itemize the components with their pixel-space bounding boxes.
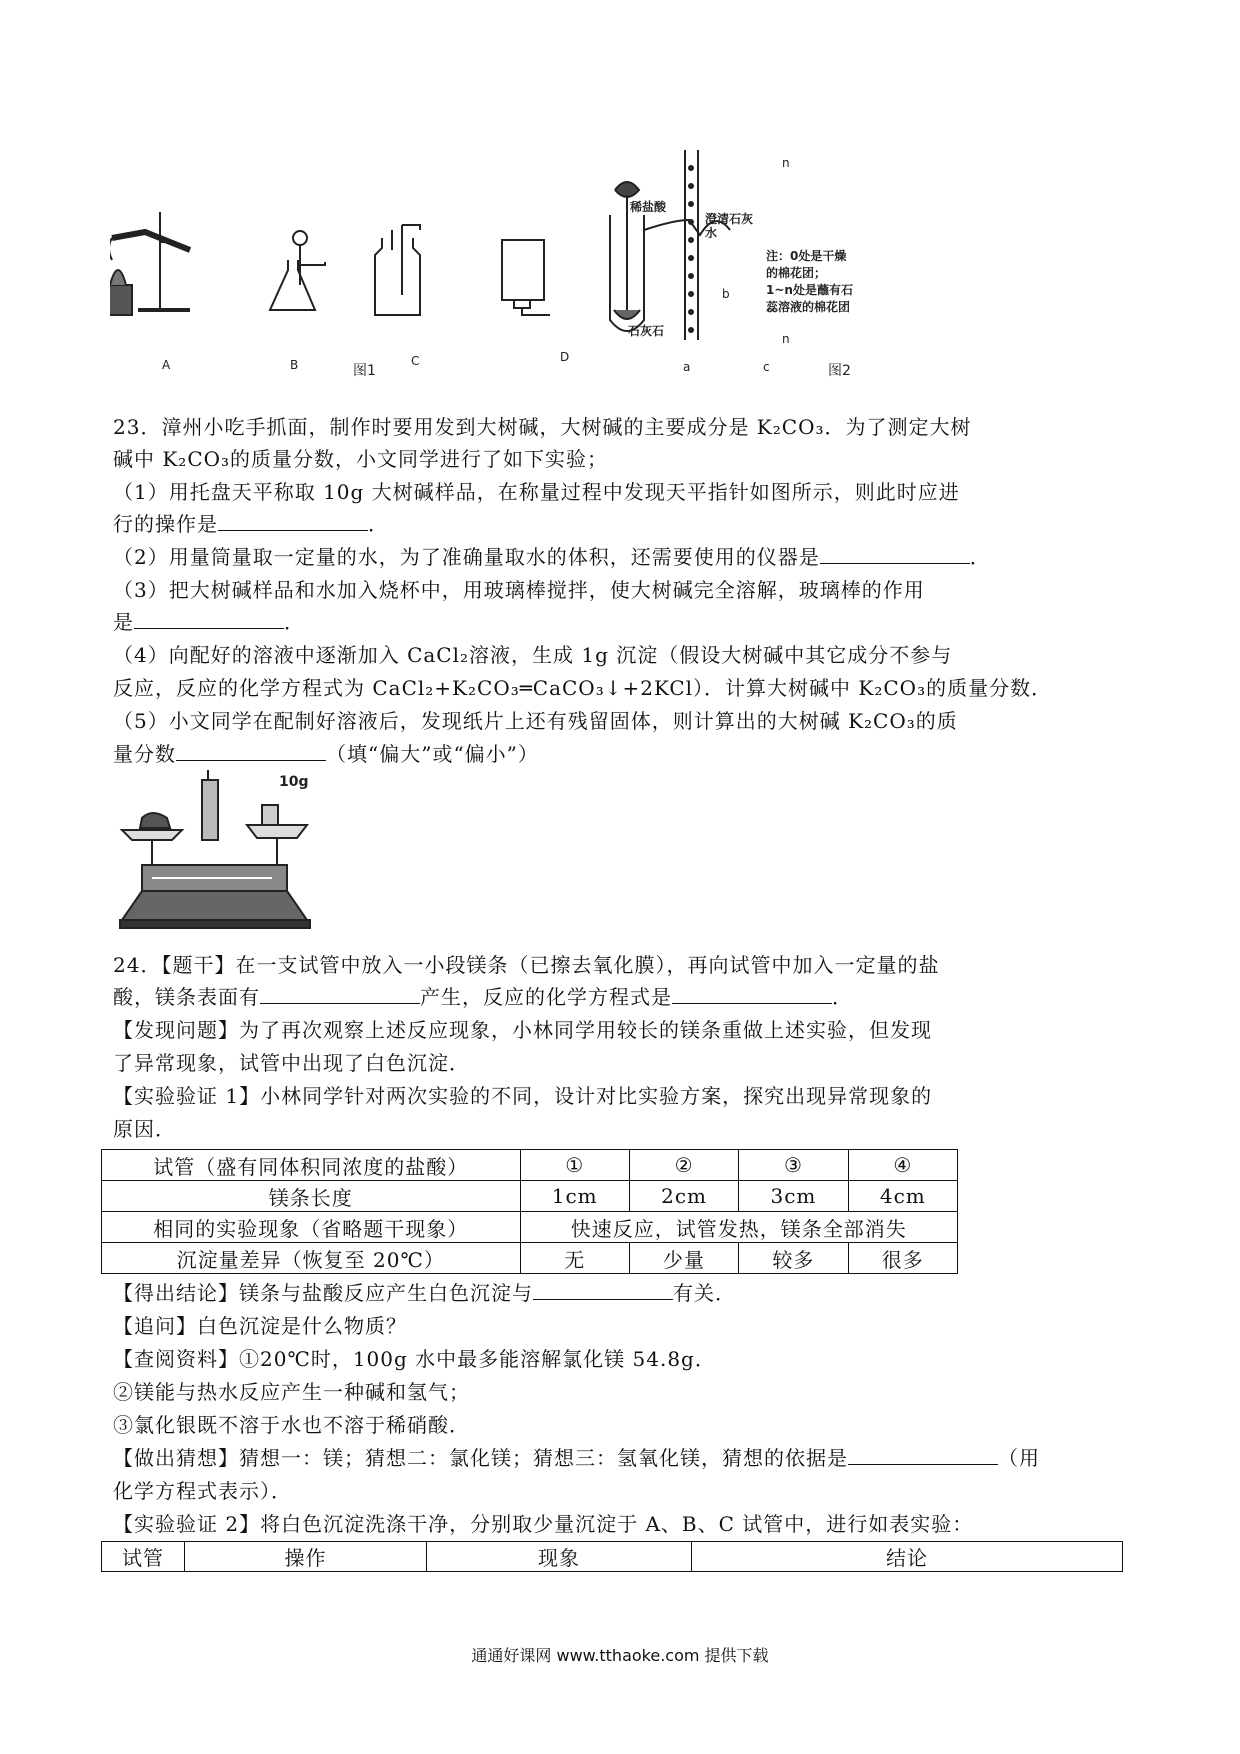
q23-part5-line2: 量分数 （填“偏大”或“偏小”）	[113, 742, 539, 766]
table1-header-row	[102, 1150, 958, 1181]
fig2-label-c: c	[763, 360, 770, 374]
q23-part4-line2: 反应，反应的化学方程式为 CaCl₂+K₂CO₃═CaCO₃↓+2KCl）．计算大树碱中 K₂CO₃的质量分数．	[113, 676, 1053, 700]
table1-cell: 较多	[739, 1243, 848, 1274]
table1-cell: 沉淀量差异（恢复至 20℃）	[102, 1243, 521, 1274]
table1-cell: 2cm	[629, 1181, 738, 1212]
q24-experiment-2-intro: 【实验验证 2】将白色沉淀洗涤干净，分别取少量沉淀于 A、B、C 试管中，进行如表实验：	[113, 1512, 974, 1536]
table1-cell: 4cm	[848, 1181, 957, 1212]
q24-line3: 【发现问题】为了再次观察上述反应现象，小林同学用较长的镁条重做上述实验，但发现	[113, 1018, 932, 1042]
q24-question: 【追问】白色沉淀是什么物质？	[113, 1314, 407, 1338]
fig2-note-3: 1~n处是蘸有石	[766, 283, 853, 297]
balance-weight-label: 10g	[279, 774, 309, 790]
q24-line1: 24．【题干】在一支试管中放入一小段镁条（已擦去氧化膜），再向试管中加入一定量的盐	[113, 953, 940, 977]
q24-line6: 原因．	[113, 1117, 176, 1141]
table2-header-cell: 现象	[427, 1542, 692, 1572]
q23-part1-line1: （1）用托盘天平称取 10g 大树碱样品，在称量过程中发现天平指针如图所示，则此时应进	[113, 480, 960, 504]
apparatus-fig2-drawing	[610, 150, 730, 340]
fig2-label-a: a	[683, 360, 691, 374]
q24-line5: 【实验验证 1】小林同学针对两次实验的不同，设计对比实验方案，探究出现异常现象的	[113, 1084, 933, 1108]
table1-cell: 相同的实验现象（省略题干现象）	[102, 1212, 521, 1243]
fig1-caption: 图1	[353, 363, 376, 379]
fig1-label-a: A	[162, 358, 171, 372]
table1-cell: 少量	[629, 1243, 738, 1274]
fig1-label-b: B	[290, 358, 299, 372]
q24-reference-3: ③氯化银既不溶于水也不溶于稀硝酸．	[113, 1413, 470, 1437]
fig2-label-b: b	[722, 287, 730, 301]
table1-cell: 快速反应，试管发热，镁条全部消失	[520, 1212, 957, 1243]
q23-intro-line2: 碱中 K₂CO₃的质量分数，小文同学进行了如下实验；	[113, 447, 609, 471]
q24-line2: 酸，镁条表面有 产生，反应的化学方程式是 ．	[113, 985, 853, 1009]
q24-answer-blank-1[interactable]	[260, 983, 420, 1004]
table2-header-cell: 结论	[692, 1542, 1123, 1572]
table1-cell: 无	[520, 1243, 629, 1274]
fig1-label-d: D	[560, 350, 570, 364]
table1-header-cell: 试管（盛有同体积同浓度的盐酸）	[102, 1150, 521, 1181]
q23-part4-line1: （4）向配好的溶液中逐渐加入 CaCl₂溶液，生成 1g 沉淀（假设大树碱中其它成分不参与	[113, 643, 953, 667]
apparatus-a-drawing	[110, 212, 190, 315]
table1-header-cell: ②	[629, 1150, 738, 1181]
table1-row-length	[102, 1181, 958, 1212]
table1-cell: 1cm	[520, 1181, 629, 1212]
table1-header-cell: ③	[739, 1150, 848, 1181]
q23-answer-blank-1[interactable]	[218, 510, 368, 531]
table1-header-cell: ④	[848, 1150, 957, 1181]
q24-conclusion: 【得出结论】镁条与盐酸反应产生白色沉淀与 有关．	[113, 1281, 736, 1305]
q23-part3-line1: （3）把大树碱样品和水加入烧杯中，用玻璃棒搅拌，使大树碱完全溶解，玻璃棒的作用	[113, 578, 925, 602]
fig2-note-1: 注：0处是干燥	[766, 249, 847, 263]
experiment-table-1	[101, 1149, 958, 1274]
table2-header-cell: 操作	[185, 1542, 427, 1572]
page-footer: 通通好课网 www.tthaoke.com 提供下载	[471, 1646, 769, 1665]
q24-reference-1: 【查阅资料】①20℃时，100g 水中最多能溶解氯化镁 54.8g．	[113, 1347, 716, 1371]
fig2-tick-top: n	[782, 156, 790, 170]
apparatus-b-drawing	[270, 231, 325, 310]
table1-header-cell: ①	[520, 1150, 629, 1181]
apparatus-d-drawing	[502, 240, 550, 315]
table1-row-same	[102, 1212, 958, 1243]
q23-answer-blank-2[interactable]	[820, 543, 970, 564]
experiment-table-2	[101, 1541, 1123, 1572]
table1-cell: 很多	[848, 1243, 957, 1274]
table2-header-row	[102, 1542, 1123, 1572]
q23-part1-line2: 行的操作是 ．	[113, 512, 389, 536]
q24-hypothesis-line2: 化学方程式表示）．	[113, 1479, 292, 1503]
fig2-tick-bottom: n	[782, 332, 790, 346]
q23-part2: （2）用量筒量取一定量的水，为了准确量取水的体积，还需要使用的仪器是 ．	[113, 545, 991, 569]
q24-reference-2: ②镁能与热水反应产生一种碱和氢气；	[113, 1380, 470, 1404]
q23-part5-line1: （5）小文同学在配制好溶液后，发现纸片上还有残留固体，则计算出的大树碱 K₂CO₃的质	[113, 709, 958, 733]
fig2-note-2: 的棉花团；	[766, 266, 827, 280]
fig2-label-limestone: 石灰石	[628, 324, 665, 338]
table1-cell: 3cm	[739, 1181, 848, 1212]
q24-line4: 了异常现象，试管中出现了白色沉淀．	[113, 1051, 470, 1075]
table1-cell: 镁条长度	[102, 1181, 521, 1212]
balance-scale-drawing	[112, 770, 322, 930]
q23-answer-blank-3[interactable]	[134, 608, 284, 629]
table2-header-cell: 试管	[102, 1542, 185, 1572]
fig2-caption: 图2	[828, 363, 851, 379]
q24-answer-blank-2[interactable]	[672, 983, 832, 1004]
q23-part3-line2: 是 ．	[113, 610, 305, 634]
q23-intro-line1: 23．漳州小吃手抓面，制作时要用发到大树碱，大树碱的主要成分是 K₂CO₃．为了测定大树	[113, 415, 972, 439]
table1-row-diff	[102, 1243, 958, 1274]
fig1-label-c: C	[411, 354, 420, 368]
fig2-note-4: 蕊溶液的棉花团	[766, 300, 851, 314]
fig2-label-hcl: 稀盐酸	[630, 200, 667, 214]
q24-hypothesis-line1: 【做出猜想】猜想一：镁；猜想二：氯化镁；猜想三：氢氧化镁，猜想的依据是 （用	[113, 1446, 1040, 1470]
q23-answer-blank-4[interactable]	[176, 740, 326, 761]
apparatus-c-drawing	[375, 225, 420, 315]
fig2-label-limewater: 澄清石灰水	[705, 212, 754, 240]
q24-answer-blank-4[interactable]	[848, 1444, 998, 1465]
q24-answer-blank-3[interactable]	[533, 1279, 673, 1300]
